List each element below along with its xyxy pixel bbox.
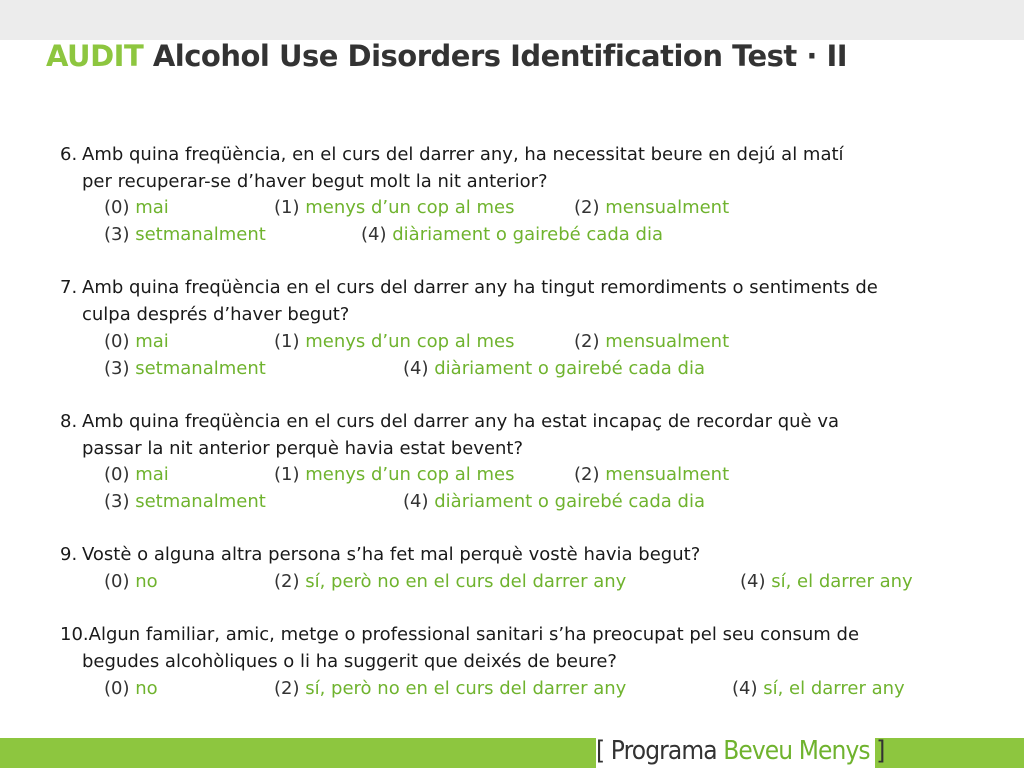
answer-options-row: [60, 195, 1000, 222]
brand-word-beveu-menys: Beveu Menys: [723, 736, 870, 766]
answer-code: (1): [274, 464, 300, 486]
question-item: [60, 622, 1000, 702]
answer-option: [274, 195, 514, 222]
answer-options-row: [60, 329, 1000, 356]
answer-label: mai: [135, 330, 169, 352]
question-text: [60, 622, 1000, 649]
answer-options-row: [60, 222, 1000, 249]
answer-label: diàriament o gairebé cada dia: [392, 224, 663, 246]
answer-label: diàriament o gairebé cada dia: [434, 357, 705, 379]
question-number: 8.: [60, 410, 78, 432]
answer-code: (4): [361, 224, 387, 246]
answer-option: [104, 195, 169, 222]
question-number: 10.: [60, 624, 89, 646]
answer-options-row: [60, 356, 1000, 383]
answer-label: mai: [135, 197, 169, 219]
answer-option: [104, 462, 169, 489]
top-band: [0, 0, 1024, 40]
question-line-1: Amb quina freqüència en el curs del darrer any ha estat incapaç de recordar què va: [82, 410, 840, 432]
answer-code: (1): [274, 197, 300, 219]
answer-label: setmanalment: [135, 224, 266, 246]
answer-code: (2): [574, 197, 600, 219]
answer-label: sí, el darrer any: [771, 571, 913, 593]
question-line-2: begudes alcohòliques o li ha suggerit que deixés de beure?: [82, 651, 617, 673]
question-number: 7.: [60, 277, 78, 299]
question-line-2: culpa després d’haver begut?: [82, 304, 350, 326]
question-text: [60, 542, 1000, 569]
brand-bracket-open: [: [596, 736, 605, 766]
question-item: [60, 409, 1000, 516]
question-line-1: Amb quina freqüència en el curs del darrer any ha tingut remordiments o sentiments de: [82, 277, 878, 299]
answer-code: (2): [574, 330, 600, 352]
answer-option: [361, 222, 663, 249]
brand-bracket-close: ]: [876, 736, 885, 766]
question-text: [60, 275, 1000, 302]
answer-option: [740, 569, 913, 596]
answer-label: mensualment: [605, 464, 730, 486]
title-acronym: AUDIT: [46, 39, 144, 73]
question-item: [60, 275, 1000, 382]
answer-option: [104, 356, 266, 383]
answer-label: mai: [135, 464, 169, 486]
answer-label: mensualment: [605, 197, 730, 219]
answer-option: [574, 195, 729, 222]
answer-code: (2): [274, 677, 300, 699]
answer-label: no: [135, 571, 158, 593]
page-title: [46, 39, 847, 73]
answer-code: (4): [732, 677, 758, 699]
answer-option: [732, 676, 905, 703]
answer-label: sí, però no en el curs del darrer any: [305, 677, 627, 699]
answer-option: [274, 462, 514, 489]
title-text: Alcohol Use Disorders Identification Test · II: [152, 39, 848, 73]
answer-label: mensualment: [605, 330, 730, 352]
answer-option: [104, 329, 169, 356]
answer-label: sí, el darrer any: [763, 677, 905, 699]
question-line-2: passar la nit anterior perquè havia estat bevent?: [82, 437, 524, 459]
question-line-1: Algun familiar, amic, metge o professional sanitari s’ha preocupat pel seu consum de: [88, 624, 860, 646]
answer-code: (1): [274, 330, 300, 352]
answer-label: no: [135, 677, 158, 699]
answer-label: diàriament o gairebé cada dia: [434, 491, 705, 513]
answer-code: (3): [104, 224, 130, 246]
answer-options-row: [60, 462, 1000, 489]
answer-code: (4): [403, 357, 429, 379]
answer-option: [403, 356, 705, 383]
answer-label: menys d’un cop al mes: [305, 197, 515, 219]
answer-code: (2): [574, 464, 600, 486]
answer-options-row: [60, 569, 1000, 596]
question-line-1: Amb quina freqüència, en el curs del darrer any, ha necessitat beure en dejú al matí: [82, 144, 844, 165]
answer-option: [274, 329, 514, 356]
answer-code: (0): [104, 571, 130, 593]
answer-option: [574, 462, 729, 489]
answer-code: (0): [104, 677, 130, 699]
answer-option: [403, 489, 705, 516]
answer-label: menys d’un cop al mes: [305, 464, 515, 486]
answer-option: [274, 676, 626, 703]
brand-logo: [596, 735, 885, 768]
answer-label: setmanalment: [135, 491, 266, 513]
answer-option: [104, 489, 266, 516]
answer-label: menys d’un cop al mes: [305, 330, 515, 352]
answer-code: (0): [104, 464, 130, 486]
question-item: [60, 142, 1000, 249]
question-text: [60, 409, 1000, 436]
answer-options-row: [60, 489, 1000, 516]
question-number: 6.: [60, 144, 78, 165]
answer-code: (4): [740, 571, 766, 593]
answer-code: (4): [403, 491, 429, 513]
answer-option: [104, 676, 158, 703]
question-item: [60, 542, 1000, 595]
answer-label: sí, però no en el curs del darrer any: [305, 571, 627, 593]
answer-options-row: [60, 676, 1000, 703]
question-number: 9.: [60, 544, 78, 566]
answer-option: [104, 569, 158, 596]
answer-option: [274, 569, 626, 596]
answer-code: (3): [104, 491, 130, 513]
answer-code: (2): [274, 571, 300, 593]
answer-code: (0): [104, 197, 130, 219]
brand-word-programa: Programa: [610, 736, 717, 766]
answer-label: setmanalment: [135, 357, 266, 379]
answer-option: [574, 329, 729, 356]
answer-code: (0): [104, 330, 130, 352]
question-text: [60, 142, 1000, 169]
question-list: [60, 142, 1000, 729]
answer-option: [104, 222, 266, 249]
answer-code: (3): [104, 357, 130, 379]
question-line-1: Vostè o alguna altra persona s’ha fet mal perquè vostè havia begut?: [82, 544, 701, 566]
question-line-2: per recuperar-se d’haver begut molt la nit anterior?: [82, 170, 548, 192]
